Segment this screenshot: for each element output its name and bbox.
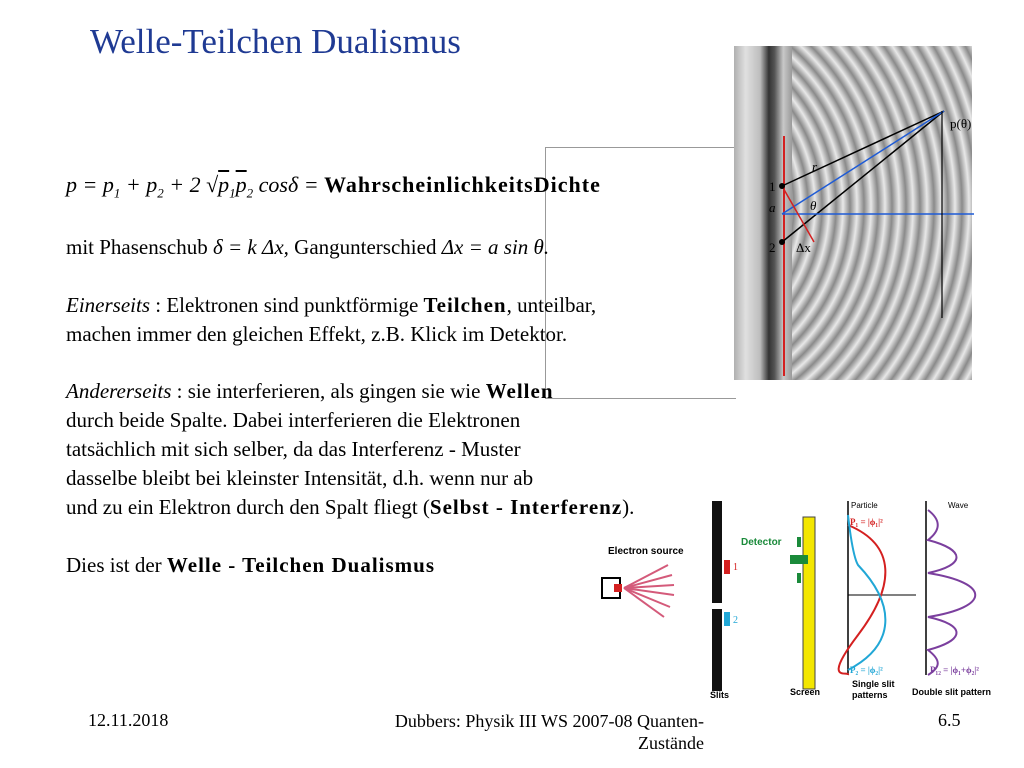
double-slit-figure bbox=[596, 495, 1016, 710]
slit-one-label: 1 bbox=[769, 179, 776, 194]
detector-label: Detector bbox=[741, 537, 782, 548]
svg-text:P₁₂ = |ϕ₁+ϕ₂|²: P₁₂ = |ϕ₁+ϕ₂|² bbox=[930, 665, 979, 675]
svg-text:P₁ = |ϕ₁|²: P₁ = |ϕ₁|² bbox=[850, 517, 883, 527]
r-label: r bbox=[812, 159, 818, 174]
slit-two-label: 2 bbox=[769, 240, 776, 255]
wave-line-1: Andererseits : sie interferieren, als gingen sie wie Wellen bbox=[66, 379, 554, 403]
svg-text:patterns: patterns bbox=[852, 690, 888, 700]
page-title: Welle-Teilchen Dualismus bbox=[90, 22, 461, 61]
phase-line: mit Phasenschub δ = k Δx, Gangunterschied Δx = a sin θ. bbox=[66, 235, 550, 259]
theta-label: θ bbox=[810, 198, 817, 213]
particle-curve-1 bbox=[839, 525, 886, 675]
detector bbox=[790, 555, 808, 564]
conclusion-line: Dies ist der Welle - Teilchen Dualismus bbox=[66, 553, 436, 577]
svg-text:1: 1 bbox=[733, 562, 738, 573]
a-label: a bbox=[769, 200, 776, 215]
particle-line-1: Einerseits : Elektronen sind punktförmige Teilchen, unteilbar, bbox=[66, 293, 597, 317]
dx-label: Δx bbox=[796, 240, 811, 255]
probability-formula: $p = p_1 + p_2 + 2$ $√p_1\overline{p}_2$ cosδ = WahrscheinlichkeitsDichte bbox=[66, 172, 601, 201]
svg-text:Screen: Screen bbox=[790, 687, 821, 697]
footer-source: Dubbers: Physik III WS 2007-08 Quanten- Zustände bbox=[394, 711, 704, 753]
svg-text:2: 2 bbox=[733, 615, 738, 626]
wave-line-2: durch beide Spalte. Dabei interferieren die Elektronen bbox=[66, 408, 521, 432]
slit-two-marker bbox=[724, 612, 730, 626]
p-theta-label: p(θ) bbox=[950, 116, 972, 131]
electron-rays bbox=[624, 565, 674, 617]
wave-line-3: tatsächlich mit sich selber, da das Interferenz - Muster bbox=[66, 437, 521, 461]
footer-date: 12.11.2018 bbox=[88, 710, 169, 730]
particle-curve-2 bbox=[848, 515, 885, 670]
slit-wall-bottom bbox=[712, 609, 722, 691]
wave-line-4: dasselbe bleibt bei kleinster Intensität, d.h. wenn nur ab bbox=[66, 466, 534, 490]
svg-text:Double slit pattern: Double slit pattern bbox=[912, 687, 992, 697]
svg-text:P₂ = |ϕ₂|²: P₂ = |ϕ₂|² bbox=[850, 665, 883, 675]
wave-line-5: und zu ein Elektron durch den Spalt fliegt (Selbst - Interferenz). bbox=[66, 495, 635, 519]
slit-wall-top bbox=[712, 501, 722, 603]
svg-text:Single slit: Single slit bbox=[852, 679, 895, 689]
page-number: 6.5 bbox=[938, 710, 961, 730]
screen bbox=[803, 517, 815, 689]
wave-curve bbox=[928, 510, 975, 675]
svg-text:Wave: Wave bbox=[948, 501, 969, 510]
particle-line-2: machen immer den gleichen Effekt, z.B. Klick im Detektor. bbox=[66, 322, 568, 346]
interference-diagram bbox=[734, 46, 994, 386]
svg-text:Slits: Slits bbox=[710, 690, 730, 700]
formula-label: WahrscheinlichkeitsDichte bbox=[324, 172, 601, 197]
slit-one-marker bbox=[724, 560, 730, 574]
svg-text:Particle: Particle bbox=[851, 501, 878, 510]
electron-source-label: Electron source bbox=[608, 546, 684, 557]
